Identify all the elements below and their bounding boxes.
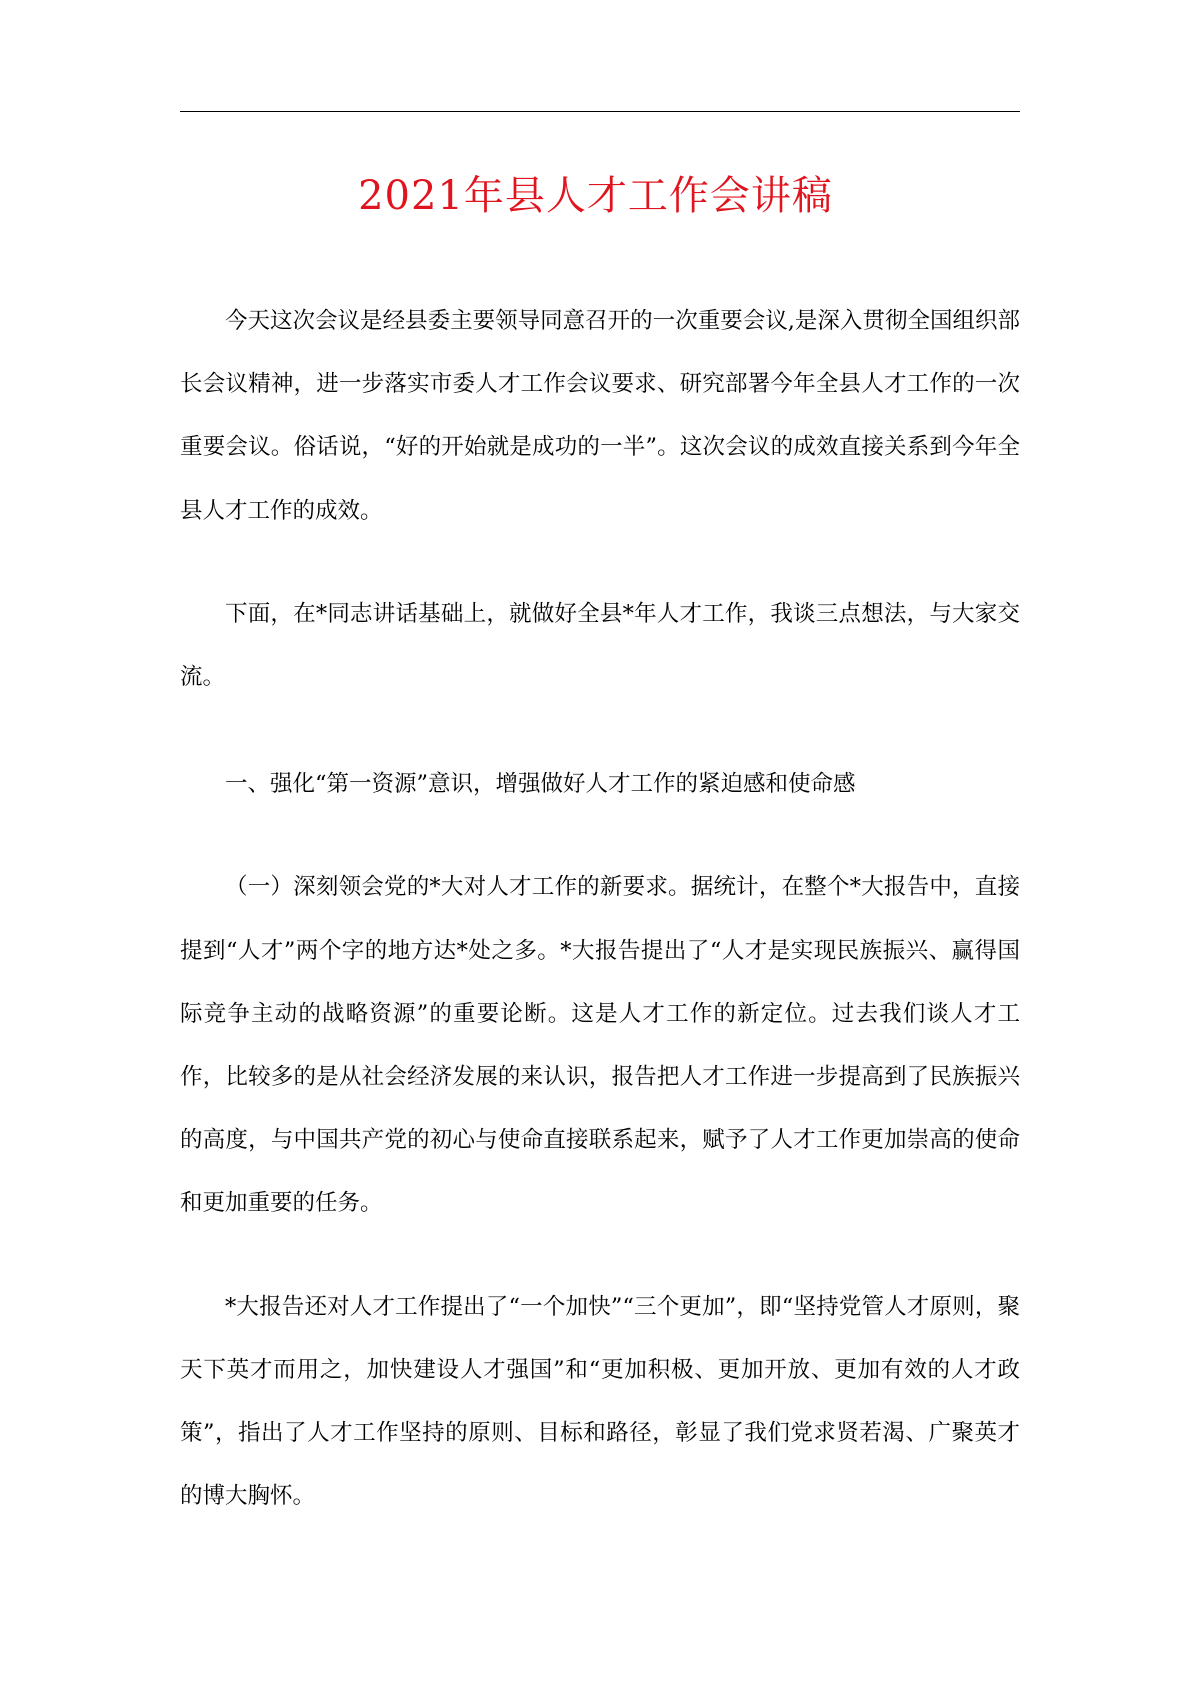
paragraph-report-requirements: *大报告还对人才工作提出了“一个加快”“三个更加”，即“坚持党管人才原则，聚天下英才而用之，加快建设人才强国”和“更加积极、更加开放、更加有效的人才政策”，指出了人才工作坚持的原则、目标和路径，彰显了我们党求贤若渴、广聚英才的博大胸怀。 bbox=[180, 1293, 1020, 1510]
paragraph-intro: 今天这次会议是经县委主要领导同意召开的一次重要会议,是深入贯彻全国组织部长会议精神，进一步落实市委人才工作会议要求、研究部署今年全县人才工作的一次重要会议。俗话说，“好的开始就是成功的一半”。这次会议的成效直接关系到今年全县人才工作的成效。 bbox=[180, 308, 1020, 524]
header-rule bbox=[180, 111, 1020, 112]
paragraph-subsection-1: （一）深刻领会党的*大对人才工作的新要求。据统计，在整个*大报告中，直接提到“人才”两个字的地方达*处之多。*大报告提出了“人才是实现民族振兴、赢得国际竞争主动的战略资源”的重要论断。这是人才工作的新定位。过去我们谈人才工作，比较多的是从社会经济发展的来认识，报告把人才工作进一步提高到了民族振兴的高度，与中国共产党的初心与使命直接联系起来，赋予了人才工作更加崇高的使命和更加重要的任务。 bbox=[180, 874, 1020, 1217]
section-heading-1: 一、强化“第一资源”意识，增强做好人才工作的紧迫感和使命感 bbox=[225, 771, 856, 798]
document-title: 2021年县人才工作会讲稿 bbox=[358, 173, 833, 219]
paragraph-overview: 下面，在*同志讲话基础上，就做好全县*年人才工作，我谈三点想法，与大家交流。 bbox=[180, 600, 1020, 691]
document-body bbox=[180, 290, 1020, 1528]
